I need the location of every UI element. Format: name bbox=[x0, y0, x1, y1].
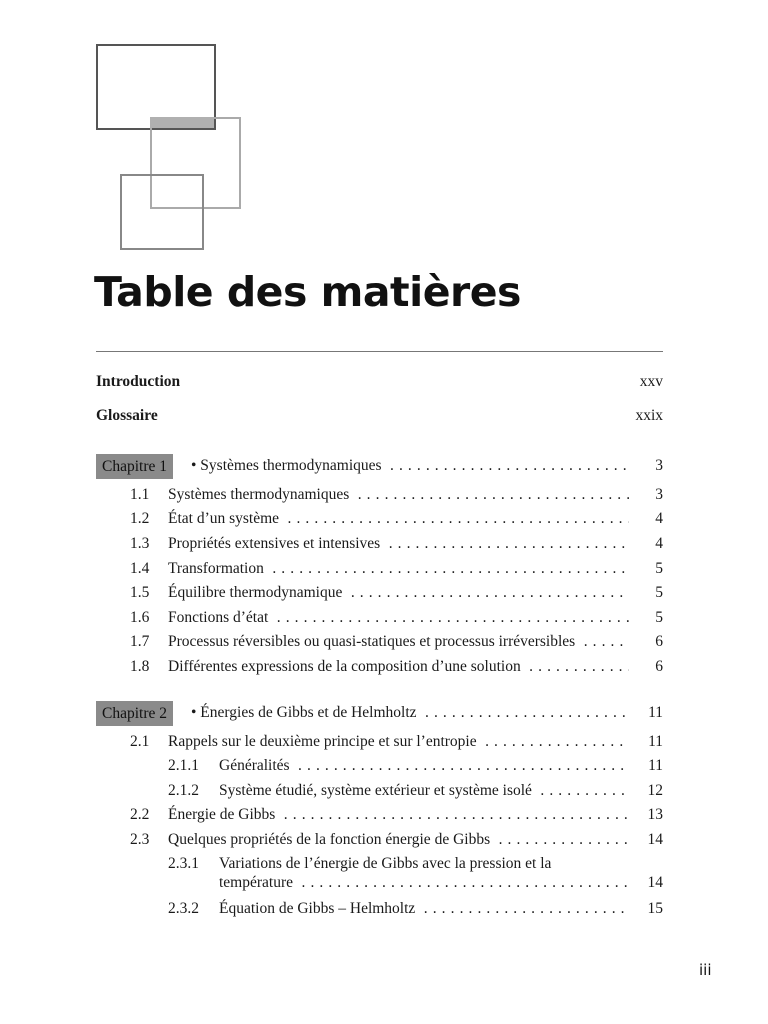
toc-entry-page: 12 bbox=[647, 782, 663, 799]
toc-section-1-4[interactable] bbox=[96, 558, 663, 580]
chapter-title: • Systèmes thermodynamiques bbox=[191, 457, 386, 474]
section-title: Différentes expressions de la composition d’une solution bbox=[168, 658, 525, 675]
section-title: Généralités bbox=[219, 757, 294, 774]
section-number: 1.8 bbox=[130, 658, 150, 675]
toc-entry-page: 11 bbox=[648, 704, 663, 721]
toc-entry-page: 13 bbox=[647, 806, 663, 823]
section-title: Systèmes thermodynamiques bbox=[168, 486, 353, 503]
section-title: Rappels sur le deuxième principe et sur l’entropie bbox=[168, 733, 481, 750]
toc-section-1-7[interactable] bbox=[96, 631, 663, 653]
toc-section-1-3[interactable] bbox=[96, 533, 663, 555]
toc-section-1-5[interactable] bbox=[96, 582, 663, 604]
section-number: 1.2 bbox=[130, 510, 150, 527]
toc-entry-title: Glossaire bbox=[96, 407, 158, 424]
toc-chapter-2[interactable] bbox=[96, 702, 663, 724]
toc-subsection-2-1-2[interactable] bbox=[96, 780, 663, 802]
toc-section-1-6[interactable] bbox=[96, 607, 663, 629]
toc-entry-page: 3 bbox=[655, 486, 663, 503]
toc-entry-glossaire[interactable] bbox=[96, 405, 663, 427]
section-number: 1.7 bbox=[130, 633, 150, 650]
section-number: 1.4 bbox=[130, 560, 150, 577]
section-title: État d’un système bbox=[168, 510, 283, 527]
toc-entry-page: 14 bbox=[647, 831, 663, 848]
section-title: Énergie de Gibbs bbox=[168, 806, 279, 823]
toc-section-1-8[interactable] bbox=[96, 656, 663, 678]
toc-entry-page: 14 bbox=[647, 874, 663, 891]
decorative-square-bar bbox=[150, 117, 214, 128]
decorative-square-small bbox=[120, 174, 204, 250]
toc-entry-page: xxix bbox=[635, 407, 663, 424]
toc-subsection-2-1-1[interactable] bbox=[96, 755, 663, 777]
section-number: 1.5 bbox=[130, 584, 150, 601]
toc-entry-page: 6 bbox=[655, 658, 663, 675]
toc-entry-page: 5 bbox=[655, 609, 663, 626]
chapter-title: • Énergies de Gibbs et de Helmholtz bbox=[191, 704, 421, 721]
section-number: 2.1 bbox=[130, 733, 150, 750]
toc-section-1-2[interactable] bbox=[96, 508, 663, 530]
section-number: 2.3 bbox=[130, 831, 150, 848]
section-title: Processus réversibles ou quasi-statiques et processus irréversibles bbox=[168, 633, 579, 650]
chapter-label: Chapitre 1 bbox=[96, 454, 173, 479]
toc-chapter-1[interactable] bbox=[96, 455, 663, 477]
section-number: 1.3 bbox=[130, 535, 150, 552]
section-number: 2.2 bbox=[130, 806, 150, 823]
toc-section-2-3[interactable] bbox=[96, 829, 663, 851]
section-number: 2.1.2 bbox=[168, 782, 199, 799]
section-title: Équilibre thermodynamique bbox=[168, 584, 346, 601]
toc-entry-page: 5 bbox=[655, 560, 663, 577]
section-title: Quelques propriétés de la fonction énergie de Gibbs bbox=[168, 831, 494, 848]
toc-entry-title: Introduction bbox=[96, 373, 181, 390]
toc-entry-introduction[interactable] bbox=[96, 371, 663, 393]
toc-section-2-2[interactable] bbox=[96, 804, 663, 826]
toc-section-1-1[interactable] bbox=[96, 484, 663, 506]
toc-subsection-2-3-1-cont[interactable] bbox=[96, 872, 663, 894]
toc-section-2-1[interactable] bbox=[96, 731, 663, 753]
section-number: 2.3.2 bbox=[168, 900, 199, 917]
section-title: Fonctions d’état bbox=[168, 609, 272, 626]
section-title-line2: température bbox=[219, 874, 297, 891]
section-title: Équation de Gibbs – Helmholtz bbox=[219, 900, 419, 917]
toc-entry-page: 5 bbox=[655, 584, 663, 601]
toc-entry-page: 4 bbox=[655, 510, 663, 527]
toc-entry-page: 15 bbox=[647, 900, 663, 917]
page-number: iii bbox=[699, 961, 712, 979]
section-number: 2.1.1 bbox=[168, 757, 199, 774]
toc-subsection-2-3-2[interactable] bbox=[96, 898, 663, 920]
toc-entry-page: 6 bbox=[655, 633, 663, 650]
section-title: Propriétés extensives et intensives bbox=[168, 535, 384, 552]
toc-entry-page: 11 bbox=[648, 757, 663, 774]
title-divider bbox=[96, 351, 663, 352]
section-number: 2.3.1 bbox=[168, 855, 199, 872]
section-number: 1.6 bbox=[130, 609, 150, 626]
chapter-label: Chapitre 2 bbox=[96, 701, 173, 726]
section-title: Transformation bbox=[168, 560, 268, 577]
page-title: Table des matières bbox=[94, 268, 521, 316]
section-title: Système étudié, système extérieur et système isolé bbox=[219, 782, 536, 799]
toc-entry-page: xxv bbox=[639, 373, 663, 390]
toc-entry-page: 3 bbox=[655, 457, 663, 474]
section-number: 1.1 bbox=[130, 486, 150, 503]
toc-entry-page: 11 bbox=[648, 733, 663, 750]
section-title-line1: Variations de l’énergie de Gibbs avec la pression et la bbox=[219, 855, 552, 872]
toc-entry-page: 4 bbox=[655, 535, 663, 552]
